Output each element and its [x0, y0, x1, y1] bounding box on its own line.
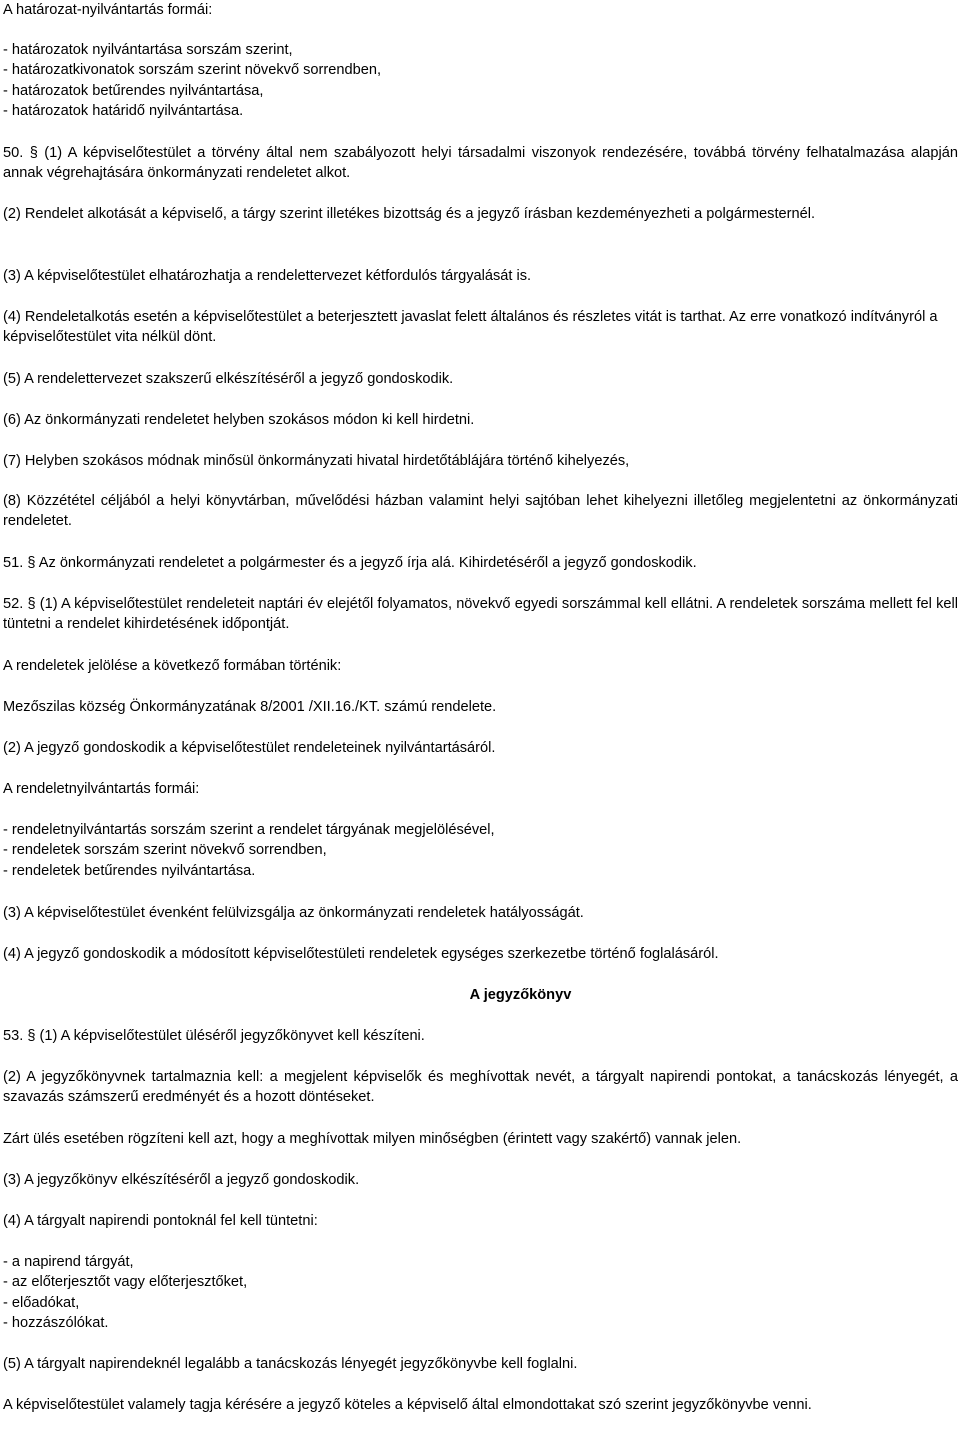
section-52-forms-list	[3, 820, 958, 881]
section-52-p3: (3) A képviselőtestület évenként felülvizsgálja az önkormányzati rendeletek hatályosságát.	[3, 905, 584, 921]
section-sign: §	[27, 1028, 36, 1044]
section-53-p5: (5) A tárgyalt napirendeknél legalább a tanácskozás lényegét jegyzőkönyvbe kell foglalni.	[3, 1356, 578, 1372]
list-item: - határozatok betűrendes nyilvántartása,	[3, 82, 264, 99]
forms-list	[3, 40, 958, 122]
section-53-last: A képviselőtestület valamely tagja kérésére a jegyző köteles a képviselő által elmondottakat szó szerint jegyzőkönyvbe venni.	[3, 1397, 812, 1413]
section-number: 51.	[3, 555, 24, 571]
section-number: 53.	[3, 1028, 24, 1044]
section-50-p3: (3) A képviselőtestület elhatározhatja a rendelettervezet kétfordulós tárgyalását is.	[3, 268, 532, 284]
section-50-p5: (5) A rendelettervezet szakszerű elkészítéséről a jegyző gondoskodik.	[3, 371, 454, 387]
section-52-p4: (4) A jegyző gondoskodik a módosított képviselőtestületi rendeletek egységes szerkezetbe történő foglalásáról.	[3, 946, 719, 962]
section-52-p1	[3, 594, 958, 635]
section-50-p7: (7) Helyben szokásos módnak minősül önkormányzati hivatal hirdetőtáblájára történő kihelyezés,	[3, 453, 630, 469]
section-52-forms-title: A rendeletnyilvántartás formái:	[3, 781, 200, 797]
section-53-p2: (2) A jegyzőkönyvnek tartalmaznia kell: a megjelent képviselők és meghívottak nevét, a tárgyalt napirendi pontokat, a tanácskozás lényegét, a szavazás számszerű eredményét és a hozott döntéseket.	[3, 1069, 958, 1106]
section-53-p4-list	[3, 1252, 958, 1334]
list-item: - határozatok nyilvántartása sorszám szerint,	[3, 42, 293, 58]
list-item: - előadókat,	[3, 1294, 80, 1311]
section-53-p1	[3, 1026, 958, 1046]
list-item: - rendeletek sorszám szerint növekvő sorrendben,	[3, 842, 327, 859]
paragraph-text: (1) A képviselőtestület rendeleteit naptári év elejétől folyamatos, növekvő egyedi sorszámmal kell ellátni. A rendeletek sorszáma mellett fel kell tüntetni a rendelet kihirdetésének időpontját.	[3, 596, 958, 633]
paragraph-text: Az önkormányzati rendeletet a polgármester és a jegyző írja alá. Kihirdetéséről a jegyző gondoskodik.	[38, 555, 697, 571]
forms-title: A határozat-nyilvántartás formái:	[3, 2, 213, 18]
section-53-p3: (3) A jegyzőkönyv elkészítéséről a jegyző gondoskodik.	[3, 1172, 360, 1188]
list-item: - határozatok határidő nyilvántartása.	[3, 103, 244, 120]
paragraph-text: (1) A képviselőtestület üléséről jegyzőkönyvet kell készíteni.	[39, 1028, 425, 1044]
section-50-p2: (2) Rendelet alkotását a képviselő, a tárgy szerint illetékes bizottság és a jegyző írásban kezdeményezheti a polgármesternél.	[3, 206, 816, 222]
section-53-closed-session: Zárt ülés esetében rögzíteni kell azt, hogy a meghívottak milyen minőségben (érintett vagy szakértő) vannak jelen.	[3, 1131, 742, 1147]
list-item: - rendeletek betűrendes nyilvántartása.	[3, 862, 256, 879]
section-52-mark-example: Mezőszilas község Önkormányzatának 8/2001 /XII.16./KT. számú rendelete.	[3, 699, 497, 715]
section-52-mark-intro: A rendeletek jelölése a következő formában történik:	[3, 658, 342, 674]
section-sign: §	[27, 596, 36, 612]
section-sign: §	[27, 555, 36, 571]
list-item: - határozatkivonatok sorszám szerint növekvő sorrendben,	[3, 62, 381, 79]
section-50-p1	[3, 143, 958, 184]
section-52-p2: (2) A jegyző gondoskodik a képviselőtestület rendeleteinek nyilvántartásáról.	[3, 740, 496, 756]
section-sign: §	[29, 145, 38, 161]
minutes-heading: A jegyzőkönyv	[469, 987, 572, 1003]
section-number: 50.	[3, 145, 24, 161]
list-item: - a napirend tárgyát,	[3, 1254, 134, 1270]
section-50-p8: (8) Közzététel céljából a helyi könyvtárban, művelődési házban valamint helyi sajtóban lehet kihelyezni illetőleg megjelentetni az önkormányzati rendeletet.	[3, 493, 958, 530]
list-item: - hozzászólókat.	[3, 1315, 109, 1332]
section-50-p6: (6) Az önkormányzati rendeletet helyben szokásos módon ki kell hirdetni.	[3, 412, 475, 428]
section-53-p4: (4) A tárgyalt napirendi pontoknál fel kell tüntetni:	[3, 1213, 318, 1229]
list-item: - rendeletnyilvántartás sorszám szerint a rendelet tárgyának megjelölésével,	[3, 822, 495, 838]
section-51	[3, 553, 958, 573]
list-item: - az előterjesztőt vagy előterjesztőket,	[3, 1274, 248, 1291]
paragraph-text: (1) A képviselőtestület a törvény által nem szabályozott helyi társadalmi viszonyok rendezésére, továbbá törvény felhatalmazása alapján annak végrehajtására önkormányzati rendeletet alkot.	[3, 145, 958, 182]
section-50-p4: (4) Rendeletalkotás esetén a képviselőtestület a beterjesztett javaslat felett általános és részletes vitát is tarthat. Az erre vonatkozó indítványról a képviselőtestület vita nélkül dönt.	[3, 309, 938, 346]
section-number: 52.	[3, 596, 24, 612]
